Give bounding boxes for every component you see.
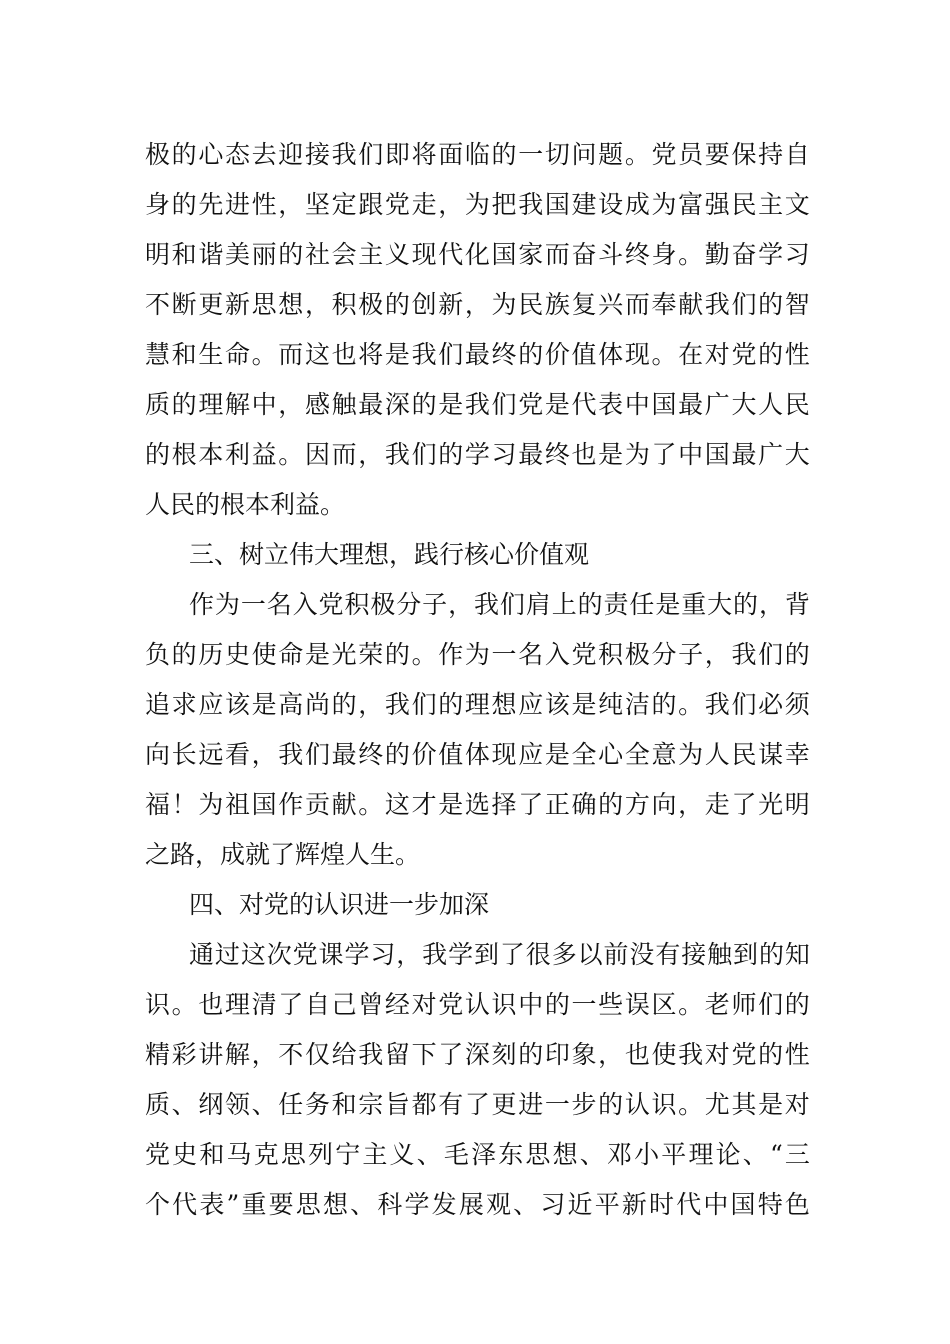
text-line: 之路，成就了辉煌人生。 xyxy=(145,840,421,869)
text-line: 极 的 心 态 去 迎 接 我 们 即 将 面 临 的 一 切 问 题 。 党 员 要 保 持 自 xyxy=(145,140,810,169)
section-heading: 三、树立伟大理想，践行核心价值观 xyxy=(189,540,590,569)
text-line: 的 根 本 利 益 。 因 而 ， 我 们 的 学 习 最 终 也 是 为 了 中 国 最 广 大 xyxy=(145,440,810,469)
text-line: 福 ！ 为 祖 国 作 贡 献 。 这 才 是 选 择 了 正 确 的 方 向 ， 走 了 光 明 xyxy=(145,790,810,819)
text-line: 明 和 谐 美 丽 的 社 会 主 义 现 代 化 国 家 而 奋 斗 终 身 。 勤 奋 学 习 xyxy=(145,240,810,269)
text-line: 不 断 更 新 思 想 ， 积 极 的 创 新 ， 为 民 族 复 兴 而 奉 献 我 们 的 智 xyxy=(145,290,810,319)
text-line: 通 过 这 次 党 课 学 习 ， 我 学 到 了 很 多 以 前 没 有 接 触 到 的 知 xyxy=(189,940,810,969)
text-line: 党 史 和 马 克 思 列 宁 主 义 、 毛 泽 东 思 想 、 邓 小 平 理 论 、 “ 三 xyxy=(145,1140,810,1169)
text-line: 人民的根本利益。 xyxy=(145,490,346,519)
section-heading: 四、对党的认识进一步加深 xyxy=(189,890,490,919)
text-line: 负 的 历 史 使 命 是 光 荣 的 。 作 为 一 名 入 党 积 极 分 子 ， 我 们 的 xyxy=(145,640,810,669)
text-line: 追 求 应 该 是 高 尚 的 ， 我 们 的 理 想 应 该 是 纯 洁 的 。 我 们 必 须 xyxy=(145,690,810,719)
text-line: 识 。 也 理 清 了 自 己 曾 经 对 党 认 识 中 的 一 些 误 区 。 老 师 们 的 xyxy=(145,990,810,1019)
text-line: 向 长 远 看 ， 我 们 最 终 的 价 值 体 现 应 是 全 心 全 意 为 人 民 谋 幸 xyxy=(145,740,810,769)
text-line: 身 的 先 进 性 ， 坚 定 跟 党 走 ， 为 把 我 国 建 设 成 为 富 强 民 主 文 xyxy=(145,190,810,219)
text-line: 作 为 一 名 入 党 积 极 分 子 ， 我 们 肩 上 的 责 任 是 重 大 的 ， 背 xyxy=(189,590,810,619)
text-line: 个 代 表 ” 重 要 思 想 、 科 学 发 展 观 、 习 近 平 新 时 代 中 国 特 色 xyxy=(145,1190,810,1219)
text-line: 质 的 理 解 中 ， 感 触 最 深 的 是 我 们 党 是 代 表 中 国 最 广 大 人 民 xyxy=(145,390,810,419)
document-body xyxy=(145,130,810,1230)
text-line: 质 、 纲 领 、 任 务 和 宗 旨 都 有 了 更 进 一 步 的 认 识 。 尤 其 是 对 xyxy=(145,1090,810,1119)
text-line: 慧 和 生 命 。 而 这 也 将 是 我 们 最 终 的 价 值 体 现 。 在 对 党 的 性 xyxy=(145,340,810,369)
text-line: 精 彩 讲 解 ， 不 仅 给 我 留 下 了 深 刻 的 印 象 ， 也 使 我 对 党 的 性 xyxy=(145,1040,810,1069)
